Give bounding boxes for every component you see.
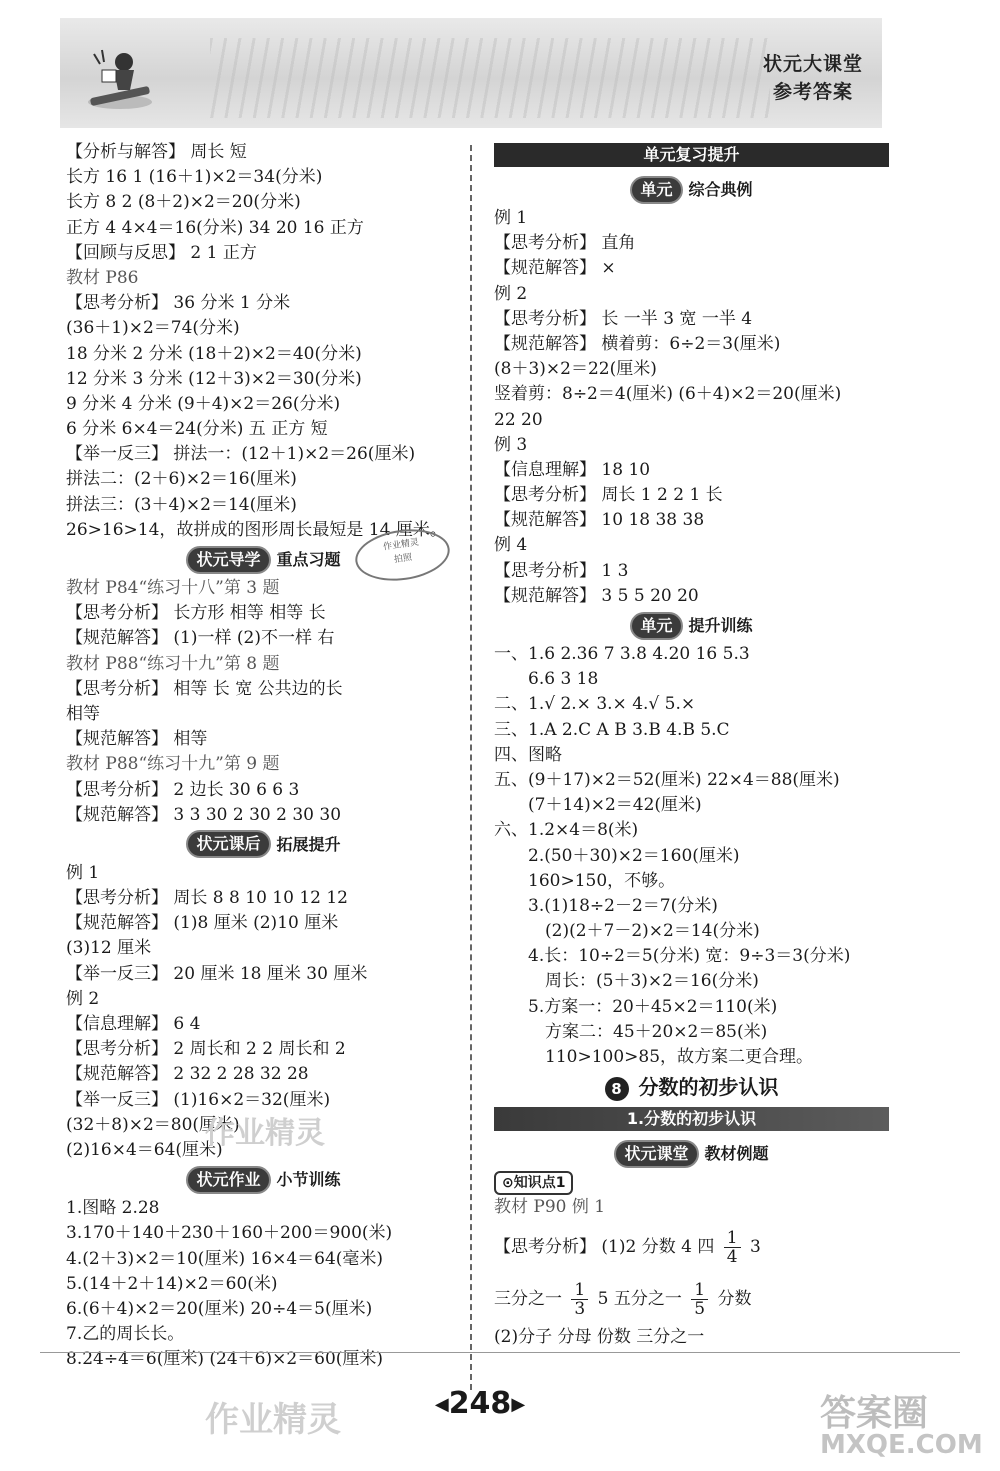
answer-line: 1.图略 2.28 [66,1198,160,1219]
fraction-line-text: 分数 [717,1288,752,1309]
lesson-bar: 1.分数的初步认识 [494,1107,889,1131]
fraction-line-text: 3 [749,1236,761,1257]
section-heading [494,609,889,642]
answer-line: 【规范解答】 2 32 2 28 32 28 [66,1064,309,1085]
answer-line: 5.(14＋2＋14)×2＝60(米) [66,1273,278,1294]
corner-url: MXQE.COM [820,1430,983,1460]
right-column [494,140,889,1350]
answer-line: 【思考分析】 周长 1 2 2 1 长 [494,485,723,506]
watermark: 作业精灵 [205,1400,341,1440]
answer-line: (2)(2＋7－2)×2＝14(分米) [494,921,760,942]
answer-line: 【思考分析】 1 3 [494,560,629,581]
answer-line: (2)分子 分母 份数 三分之一 [494,1326,705,1347]
answer-line: 110>100>85，故方案二更合理。 [494,1047,814,1067]
textbook-ref: 教材 P84“练习十八”第 3 题 [66,578,280,598]
answer-line: 3.170＋140＋230＋160＋200＝900(米) [66,1223,393,1244]
answer-line: 26>16>14，故拼成的图形周长最短是 14 厘米。 [66,519,447,540]
numerator: 1 [571,1281,588,1300]
section-title: 重点习题 [276,550,341,569]
answer-line: 三、1.A 2.C A B 3.B 4.B 5.C [494,719,730,740]
example-label: 例 3 [494,434,528,455]
left-arrow-icon: ◀ [434,1394,449,1415]
answer-line: 6.(6＋4)×2＝20(厘米) 20÷4＝5(厘米) [66,1298,373,1319]
section-pill: 单元 [630,612,682,640]
section-pill: 状元课堂 [614,1140,698,1168]
section-pill: 状元导学 [186,546,270,574]
textbook-ref: 教材 P88“练习十九”第 9 题 [66,754,280,775]
answer-line: 【规范解答】 相等 [66,729,208,750]
answer-line: 【思考分析】 2 边长 30 6 6 3 [66,779,300,800]
stamp-line: 作业精灵 [382,537,420,553]
knowledge-point-badge: ⊙知识点1 [494,1171,573,1195]
bottom-rule [40,1352,960,1353]
chapter-title: 分数的初步认识 [638,1075,779,1100]
denominator: 4 [726,1246,738,1267]
answer-line: 【规范解答】 10 18 38 38 [494,510,705,531]
answer-line: 相等 [66,703,100,724]
answer-line: (32＋8)×2＝80(厘米) [66,1114,240,1135]
section-heading [494,173,889,206]
answer-line: 【规范解答】 (1)8 厘米 (2)10 厘米 [66,913,339,934]
answer-line: 【信息理解】 18 10 [494,459,651,480]
answer-line: (36＋1)×2＝74(分米) [66,318,240,339]
answer-line: 2.(50＋30)×2＝160(厘米) [494,845,740,866]
section-pill: 状元课后 [186,830,270,858]
section-pill: 单元 [630,176,682,204]
answer-line: 【回顾与反思】 2 1 正方 [66,242,257,263]
answer-line: 【举一反三】 (1)16×2＝32(厘米) [66,1089,331,1110]
answer-line: 【思考分析】 2 周长和 2 2 周长和 2 [66,1039,346,1060]
example-label: 例 4 [494,535,528,556]
answer-line: 【思考分析】 36 分米 1 分米 [66,293,291,314]
answer-line: 4.(2＋3)×2＝10(厘米) 16×4＝64(毫米) [66,1248,384,1269]
reading-child-icon [80,40,160,120]
answer-line: 【举一反三】 拼法一：(12＋1)×2＝26(厘米) [66,444,416,465]
chapter-number: 8 [605,1077,629,1101]
section-title: 综合典例 [688,180,753,199]
answer-line: 4.长：10÷2＝5(分米) 宽：9÷3＝3(分米) [494,946,851,967]
fraction-line [494,1221,889,1273]
answer-line: 【信息理解】 6 4 [66,1014,201,1034]
example-label: 例 1 [494,208,528,228]
answer-line: 【思考分析】 长方形 相等 相等 长 [66,603,326,624]
answer-line: 12 分米 3 分米 (12＋3)×2＝30(分米) [66,368,362,389]
answer-line: (2)16×4＝64(厘米) [66,1139,223,1160]
knowledge-point-label: 知识点1 [513,1175,566,1192]
denominator: 5 [694,1298,706,1319]
corner-logo: 答案圈 [820,1393,929,1434]
column-divider [470,145,472,1390]
left-column [66,140,461,1372]
answer-line: 9 分米 4 分米 (9＋4)×2＝26(分米) [66,393,341,414]
section-title: 拓展提升 [276,834,341,854]
fraction [724,1229,741,1266]
answer-line: 【思考分析】 相等 长 宽 公共边的长 [66,678,343,699]
answer-line: 22 20 [494,409,543,430]
banner-texture [210,38,770,118]
answer-line: 二、1.√ 2.× 3.× 4.√ 5.× [494,694,696,715]
answer-line: 160>150，不够。 [494,870,676,891]
answer-line: 六、1.2×4＝8(米) [494,820,639,841]
section-pill: 状元作业 [186,1166,270,1194]
example-label: 例 2 [494,283,528,304]
answer-line: 8.24÷4＝6(厘米) (24＋6)×2＝60(厘米) [66,1349,384,1370]
watermark: 作业精灵 [205,1116,325,1151]
page-number-value: 248 [448,1386,512,1421]
answer-line: 【举一反三】 20 厘米 18 厘米 30 厘米 [66,963,368,984]
knowledge-point-row [494,1170,889,1195]
answer-line: 拼法二：(2＋6)×2＝16(厘米) [66,469,297,490]
answer-line: 四、图略 [494,744,562,765]
fraction [691,1281,708,1318]
brand-title: 状元大课堂 [762,53,863,75]
answer-line: 【规范解答】 横着剪：6÷2＝3(厘米) [494,333,781,354]
answer-line: 6.6 3 18 [494,669,599,690]
numerator: 1 [724,1229,741,1248]
fraction [571,1281,588,1318]
section-heading [66,828,461,861]
answer-line: 竖着剪：8÷2＝4(厘米) (6＋4)×2＝20(厘米) [494,384,842,405]
answer-line: (3)12 厘米 [66,938,152,959]
answer-line: 【分析与解答】 周长 短 [66,142,247,162]
answer-line: 五、(9＋17)×2＝52(厘米) 22×4＝88(厘米) [494,769,840,790]
example-label: 例 2 [66,988,100,1009]
answer-line: 7.乙的周长长。 [66,1324,185,1345]
answer-line: 6 分米 6×4＝24(分米) 五 正方 短 [66,419,328,440]
unit-review-bar: 单元复习提升 [494,143,889,167]
answer-line: 周长：(5＋3)×2＝16(分米) [494,971,759,992]
answer-line: 【规范解答】 (1)一样 (2)不一样 右 [66,628,335,649]
section-title: 教材例题 [704,1144,769,1164]
answer-line: 一、1.6 2.36 7 3.8 4.20 16 5.3 [494,644,750,664]
denominator: 3 [574,1298,586,1319]
stamp-line: 拍照 [393,552,413,566]
fraction-line [494,1273,889,1325]
section-heading [66,1163,461,1196]
brand-block [748,50,878,120]
textbook-ref: 教材 P90 例 1 [494,1197,606,1218]
answer-line: 【思考分析】 长 一半 3 宽 一半 4 [494,308,753,329]
answer-line: 【思考分析】 直角 [494,233,636,254]
numerator: 1 [691,1281,708,1300]
example-label: 例 1 [66,862,100,883]
answer-line: 【思考分析】 周长 8 8 10 10 12 12 [66,888,348,909]
brand-subtitle: 参考答案 [772,81,853,103]
answer-line: 方案二：45＋20×2＝85(米) [494,1021,768,1042]
answer-line: 5.方案一：20＋45×2＝110(米) [494,996,778,1017]
right-arrow-icon: ▶ [511,1394,526,1415]
answer-line: 【规范解答】 3 5 5 20 20 [494,585,699,606]
section-title: 小节训练 [276,1170,341,1190]
answer-line: 拼法三：(3＋4)×2＝14(厘米) [66,494,297,515]
answer-line: (8＋3)×2＝22(厘米) [494,359,657,380]
answer-line: 【规范解答】 × [494,258,616,279]
answer-line: 长方 8 2 (8＋2)×2＝20(分米) [66,192,301,213]
fraction-line-text: 三分之一 [494,1288,562,1309]
chapter-heading [494,1070,889,1104]
answer-line: 3.(1)18÷2－2＝7(分米) [494,895,718,916]
section-heading [494,1137,889,1170]
fraction-line-text: 【思考分析】 (1)2 分数 4 四 [494,1236,715,1257]
page-number [420,1386,540,1421]
answer-line: 18 分米 2 分米 (18＋2)×2＝40(分米) [66,343,362,364]
textbook-ref: 教材 P86 [66,267,139,288]
fraction-line-text: 5 五分之一 [597,1288,682,1309]
answer-line: 正方 4 4×4＝16(分米) 34 20 16 正方 [66,217,364,238]
answer-line: (7＋14)×2＝42(厘米) [494,795,702,816]
answer-line: 【规范解答】 3 3 30 2 30 2 30 30 [66,804,342,825]
answer-line: 长方 16 1 (16＋1)×2＝34(分米) [66,167,323,188]
textbook-ref: 教材 P88“练习十九”第 8 题 [66,653,280,674]
section-title: 提升训练 [688,616,753,635]
